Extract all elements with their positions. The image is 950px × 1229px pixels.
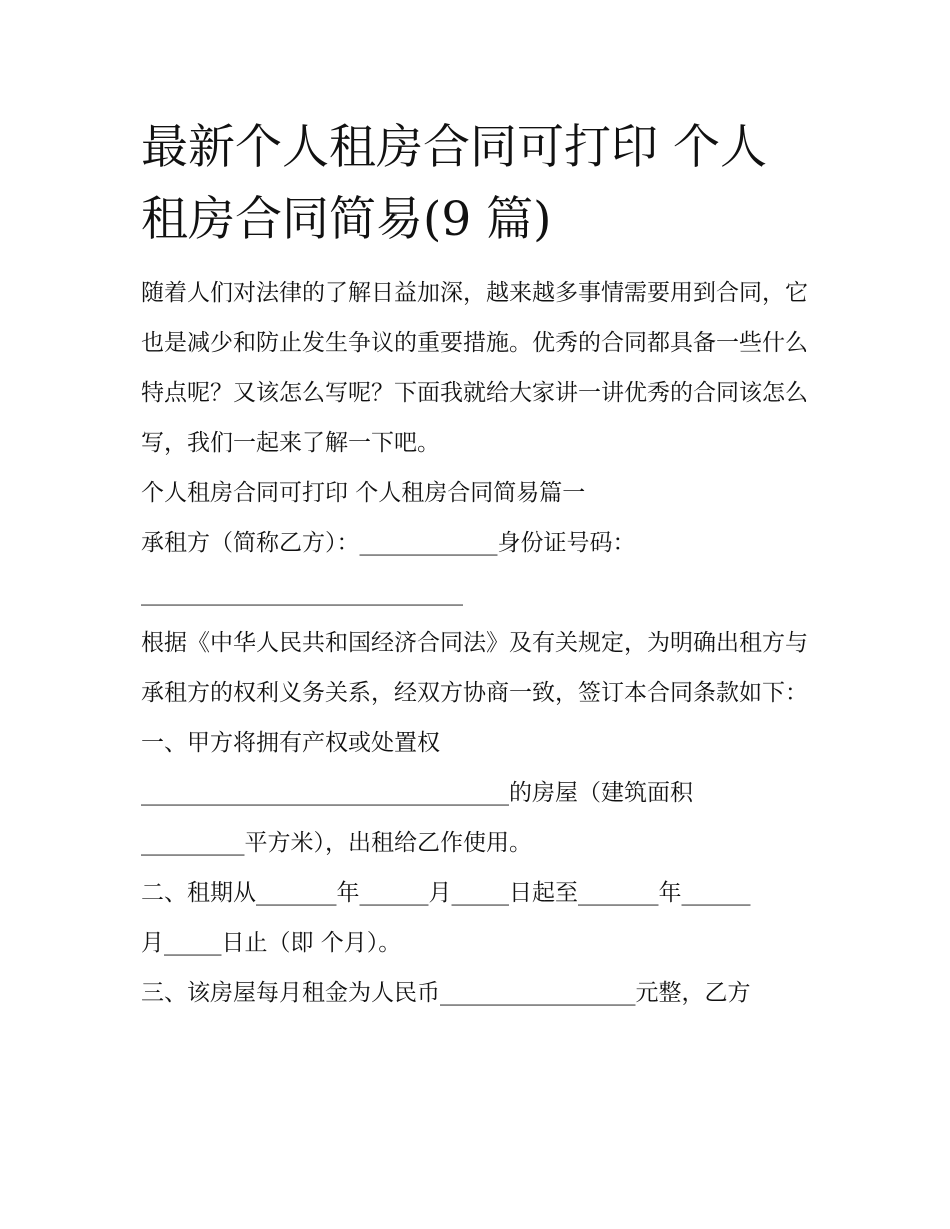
lessee-line: 承租方（简称乙方）：____________身份证号码：: [141, 530, 636, 556]
clause-3-line: 三、该房屋每月租金为人民币_________________元整，乙方: [141, 980, 751, 1006]
section-heading: 个人租房合同可打印 个人租房合同简易篇一: [141, 480, 586, 506]
clause-2-line: 二、租期从_______年______月_____日起至_______年______: [141, 880, 751, 906]
id-number-blank: ____________________________: [141, 580, 463, 606]
document-body: [141, 112, 813, 1018]
clause-1-property-line: ________________________________的房屋（建筑面积: [141, 780, 693, 806]
clause-2-end-line: 月_____日止（即 个月）。: [141, 930, 402, 956]
clause-1-line: 一、甲方将拥有产权或处置权: [141, 730, 440, 756]
clause-1-area-line: _________平方米），出租给乙作使用。: [141, 830, 532, 856]
preamble-paragraph: 根据《中华人民共和国经济合同法》及有关规定，为明确出租方与承租方的权利义务关系，经双方协商一致，签订本合同条款如下：: [141, 630, 808, 706]
document-title: 最新个人租房合同可打印 个人租房合同简易(9 篇): [141, 120, 767, 247]
intro-paragraph: 随着人们对法律的了解日益加深，越来越多事情需要用到合同，它也是减少和防止发生争议的重要措施。优秀的合同都具备一些什么特点呢？又该怎么写呢？下面我就给大家讲一讲优秀的合同该怎么写，我们一起来了解一下吧。: [141, 280, 808, 456]
